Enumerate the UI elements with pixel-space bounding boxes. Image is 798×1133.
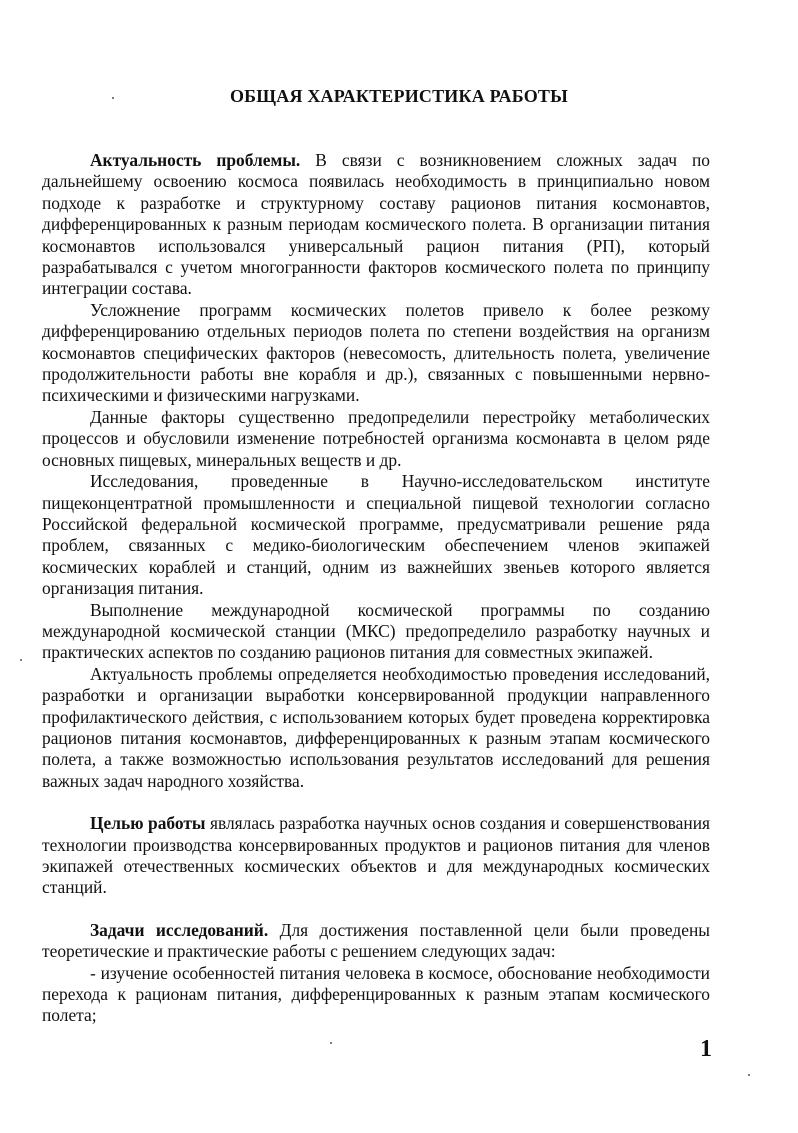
paragraph-text: Актуальность проблемы определяется необходимостью проведения исследований, разработки и организации выработки консервированной продукции направленного профилактического действия, с использованием которых будет проведена корректировка рационов питания космонавтов, дифференцированных к разным этапам космического полета, а также возможностью использования результатов исследований для решения важных задач народного хозяйства.	[42, 663, 710, 791]
lead-goal: Целью работы	[90, 813, 206, 834]
scan-speck	[748, 1074, 750, 1076]
task-item	[42, 963, 710, 1027]
paragraph-research	[42, 471, 710, 599]
paragraph-text: Для достижения поставленной цели были проведены теоретические и практические работы с решением следующих задач:	[42, 919, 710, 962]
paragraph-relevance	[42, 150, 710, 300]
page-number: 1	[700, 1036, 712, 1062]
scan-speck	[112, 97, 114, 99]
paragraph-tasks	[42, 920, 710, 963]
scan-speck	[330, 1042, 332, 1044]
paragraph-complication	[42, 300, 710, 407]
paragraph-text: Данные факторы существенно предопределили перестройку метаболических процессов и обусловили изменение потребностей организма космонавта в целом ряде основных пищевых, минеральных веществ и др.	[42, 406, 710, 470]
paragraph-text: Исследования, проведенные в Научно-исследовательском институте пищеконцентратной промышленности и специальной пищевой технологии согласно Российской федеральной космической программе, предусматривали решение ряда проблем, связанных с медико-биологическим обеспечением членов экипажей космических кораблей и станций, одним из важнейших звеньев которого является организация питания.	[42, 471, 710, 599]
paragraph-text: Выполнение международной космической программы по созданию международной космической станции (МКС) предопределило разработку научных и практических аспектов по созданию рационов питания для совместных экипажей.	[42, 599, 710, 663]
paragraph-factors	[42, 407, 710, 471]
paragraph-text: Усложнение программ космических полетов привело к более резкому дифференцированию отдельных периодов полета по степени воздействия на организм космонавтов специфических факторов (невесомость, длительность полета, увеличение продолжительности работы вне корабля и др.), связанных с повышенными нервно-психическими и физическими нагрузками.	[42, 299, 710, 406]
paragraph-relevance-2	[42, 664, 710, 792]
paragraph-text: являлась разработка научных основ создания и совершенствования технологии производства консервированных продуктов и рационов питания для членов экипажей отечественных космических объектов и для международных космических станций.	[42, 813, 710, 898]
page-title: ОБЩАЯ ХАРАКТЕРИСТИКА РАБОТЫ	[229, 86, 569, 106]
lead-relevance: Актуальность проблемы.	[90, 150, 301, 170]
paragraph-text: - изучение особенностей питания человека в космосе, обоснование необходимости перехода к рационам питания, дифференцированных к разным этапам космического полета;	[42, 962, 710, 1026]
scan-speck	[20, 659, 22, 661]
body-text	[42, 150, 710, 1027]
lead-tasks: Задачи исследований.	[90, 919, 269, 940]
paragraph-goal	[42, 813, 710, 899]
paragraph-iss	[42, 600, 710, 664]
paragraph-text: В связи с возникновением сложных задач по дальнейшему освоению космоса появилась необходимость в принципиально новом подходе к разработке и структурному составу рационов питания космонавтов, дифференцированных к разным периодам космического полета. В организации питания космонавтов использовался универсальный рацион питания (РП), который разрабатывался с учетом многогранности факторов космического полета по принципу интеграции состава.	[42, 150, 710, 299]
